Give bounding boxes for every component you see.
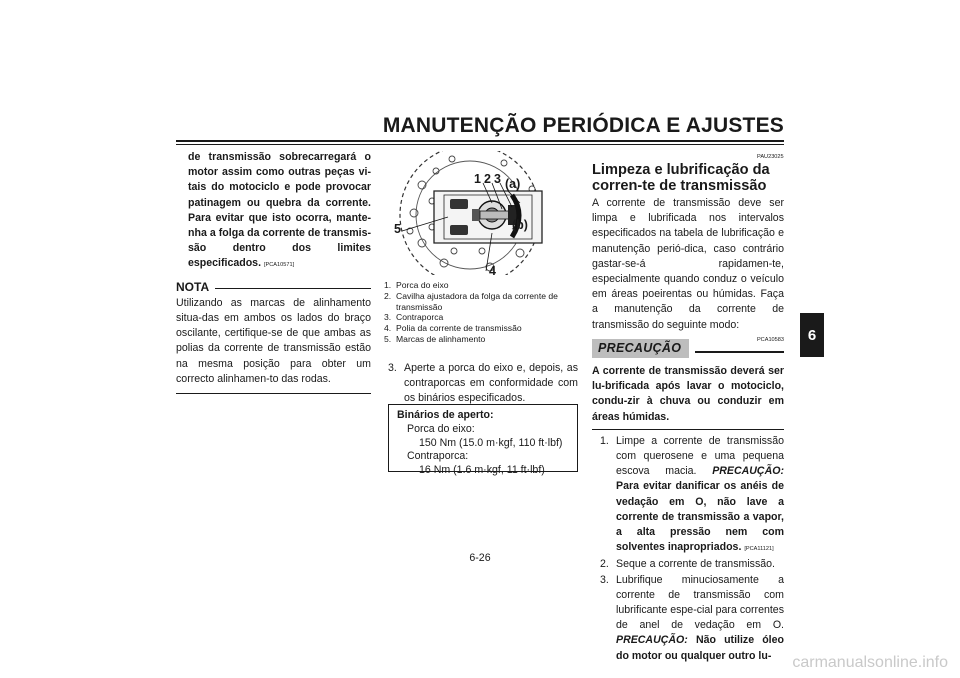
- step-number: 2.: [600, 558, 609, 571]
- note-end-rule: [176, 393, 371, 394]
- figure-label-5: 5: [394, 222, 401, 236]
- caution-text: A corrente de transmissão deverá ser lu-brificada após lavar o motociclo, condu-zir à chuva ou conduzir em áreas húmidas.: [592, 365, 784, 423]
- step-text: Lubrifique minuciosamente a corrente de transmissão com lubrificante espe-cial para correntes de anel de vedação em O.: [616, 573, 784, 632]
- torque-lock-label: Contraporca:: [407, 450, 469, 463]
- step-number: 3.: [388, 362, 397, 374]
- step-body: [616, 573, 784, 664]
- right-column: [592, 160, 784, 664]
- legend-item: 2. Cavilha ajustadora da folga da corrente de transmissão: [384, 290, 558, 312]
- section-ref-code: PAU23025: [757, 154, 784, 160]
- warning-code: [PCA10571]: [263, 262, 295, 269]
- cleaning-steps: [592, 434, 784, 664]
- figure-label-2: 2: [484, 172, 491, 186]
- figure-label-a: (a): [505, 177, 521, 191]
- legend-item: 4. Polia da corrente de transmissão: [384, 323, 522, 334]
- note-text: Utilizando as marcas de alinhamento situa-das em ambos os lados do braço oscilante, certifique-se de que ambas as polias da corrente de transmissão estão na mesma posição para obter um correcto alinhamen-to das rodas.: [176, 296, 371, 385]
- step-item: [600, 573, 784, 664]
- page-title: MANUTENÇÃO PERIÓDICA E AJUSTES: [382, 114, 784, 137]
- axle-figure: [392, 151, 574, 278]
- caution-label: PRECAUÇÃO: [592, 339, 689, 358]
- legend-item: 1. Porca do eixo: [384, 280, 449, 290]
- middle-step-3: [388, 361, 578, 407]
- figure-legend: [384, 280, 576, 345]
- step-item: [388, 361, 578, 407]
- caution-rule: [695, 351, 784, 353]
- torque-box: [388, 404, 578, 477]
- figure-label-1: 1: [474, 172, 481, 186]
- caution-header: [592, 336, 784, 358]
- torque-lock-value: 16 Nm (1.6 m·kgf, 11 ft·lbf): [419, 464, 545, 477]
- step-caution-text: Não utilize óleo do motor ou qualquer outro lu-: [616, 634, 784, 662]
- torque-axle-value: 150 Nm (15.0 m·kgf, 110 ft·lbf): [419, 436, 563, 449]
- figure-label-4: 4: [489, 264, 496, 278]
- legend-item: 3. Contraporca: [384, 312, 444, 323]
- step-caution-code: [PCA11121]: [744, 546, 774, 553]
- warning-text: de transmissão sobrecarregará o motor assim como outras peças vi-tais do motociclo e pode provocar patinagem ou quebra da corrente. Para evitar que isto ocorra, mante-nha a folga da corrente de transmis-são dentro dos limites especificados.: [188, 151, 371, 270]
- caution-row: [592, 339, 784, 358]
- note-header: [176, 280, 371, 295]
- step-body: [616, 434, 784, 558]
- note-label: NOTA: [176, 279, 210, 294]
- section-intro: A corrente de transmissão deve ser limpa e lubrificada nos intervalos especificados na tabela de lubrificação e manutenção perió-dica, caso contrário gastar-se-á rapidamen-te, especialmente quando conduz o veículo em áreas poeirentas ou húmidas. Faça a manutenção da corrente de transmissão do seguinte modo:: [592, 197, 784, 331]
- step-number: 1.: [600, 434, 609, 447]
- left-column: [176, 150, 371, 394]
- torque-heading: Binários de aperto:: [397, 409, 494, 421]
- step-caution-label: PRECAUÇÃO:: [616, 634, 688, 647]
- wheel-axle-diagram: [392, 151, 574, 275]
- chapter-tab: 6: [800, 313, 824, 357]
- watermark: carmanualsonline.info: [792, 654, 948, 671]
- note-rule: [215, 288, 371, 289]
- title-rule: [176, 140, 784, 142]
- caution-code: PCA10583: [756, 336, 784, 343]
- figure-label-b: (b): [512, 218, 528, 232]
- warning-paragraph: [176, 150, 371, 274]
- page-number: 6-26: [469, 552, 491, 564]
- title-rule-thin: [176, 144, 784, 145]
- torque-axle-label: Porca do eixo:: [407, 422, 475, 435]
- step-item: [600, 434, 784, 558]
- caution-end-rule: [592, 429, 784, 430]
- step-caution-text: Para evitar danificar os anéis de vedação em O, não lave a corrente de transmissão a vapor, a alta pressão nem com solventes inapropriados.: [616, 480, 784, 554]
- section-heading: Limpeza e lubrificação da corren-te de transmissão: [592, 162, 770, 194]
- figure-label-3: 3: [494, 172, 501, 186]
- step-text: Limpe a corrente de transmissão com querosene e uma pequena escova macia.: [616, 434, 784, 478]
- legend-item: 5. Marcas de alinhamento: [384, 333, 486, 344]
- step-text: Seque a corrente de transmissão.: [616, 558, 775, 571]
- step-text: Aperte a porca do eixo e, depois, as contraporcas em conformidade com os binários especificados.: [404, 362, 578, 405]
- step-number: 3.: [600, 573, 609, 586]
- step-caution-label: PRECAUÇÃO:: [712, 465, 784, 478]
